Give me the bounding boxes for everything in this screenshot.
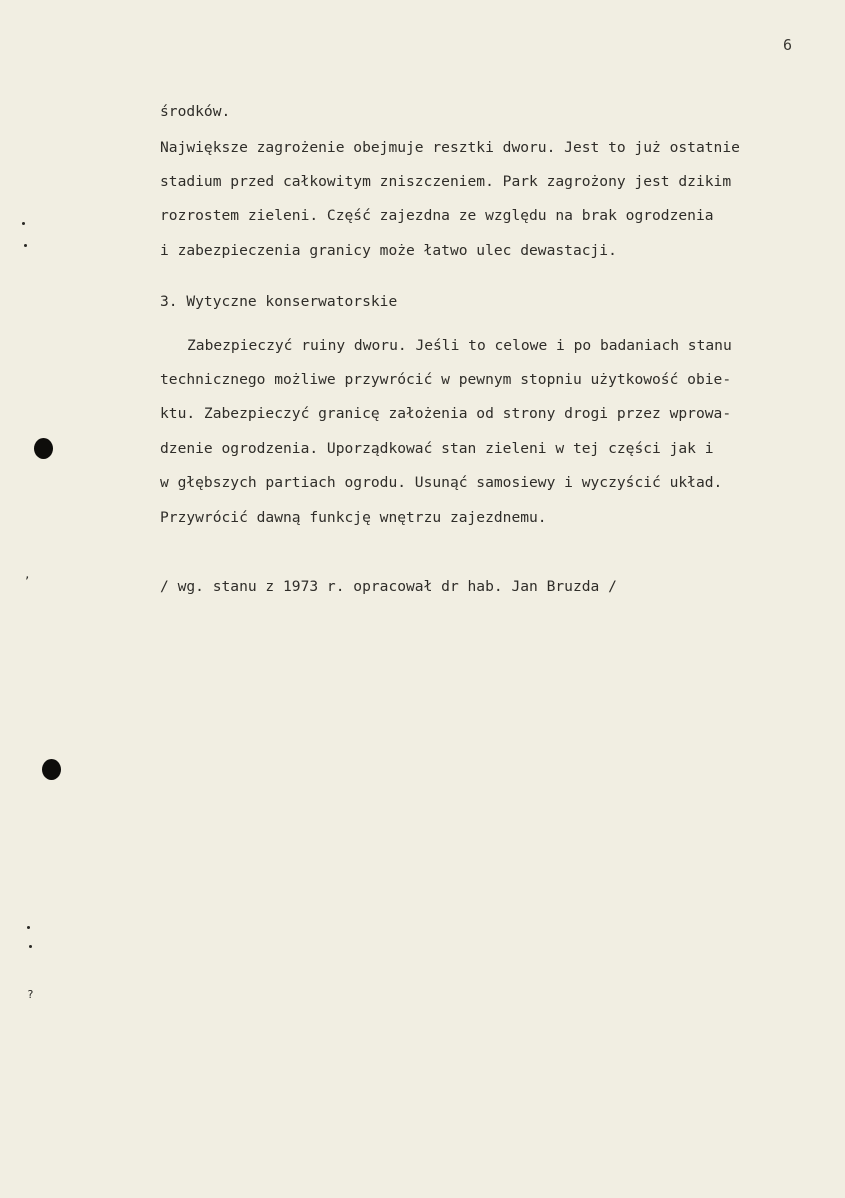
punch-hole-bottom — [42, 759, 61, 780]
section-heading: 3. Wytyczne konserwatorskie — [160, 293, 398, 310]
paragraph-1-line-4: rozrostem zieleni. Część zajezdna ze względu na brak ogrodzenia — [160, 207, 714, 224]
paragraph-2-line-2: technicznego możliwe przywrócić w pewnym stopniu użytkowość obie- — [160, 371, 732, 388]
margin-speck — [29, 945, 32, 948]
paragraph-2-line-4: dzenie ogrodzenia. Uporządkować stan zieleni w tej części jak i — [160, 440, 714, 457]
paragraph-2-line-5: w głębszych partiach ogrodu. Usunąć samosiewy i wyczyścić układ. — [160, 474, 723, 491]
margin-speck — [24, 244, 27, 247]
paragraph-2-line-3: ktu. Zabezpieczyć granicę założenia od strony drogi przez wprowa- — [160, 405, 732, 422]
margin-mark: , — [24, 568, 31, 581]
paragraph-1-line-5: i zabezpieczenia granicy może łatwo ulec dewastacji. — [160, 242, 617, 259]
paragraph-1-line-1: środków. — [160, 103, 231, 120]
paragraph-2-line-6: Przywrócić dawną funkcję wnętrzu zajezdnemu. — [160, 509, 547, 526]
margin-mark: ? — [27, 988, 34, 1001]
margin-speck — [27, 926, 30, 929]
paragraph-1-line-3: stadium przed całkowitym zniszczeniem. Park zagrożony jest dzikim — [160, 173, 732, 190]
author-note: / wg. stanu z 1973 r. opracował dr hab. Jan Bruzda / — [160, 578, 617, 595]
paragraph-1-line-2: Największe zagrożenie obejmuje resztki dworu. Jest to już ostatnie — [160, 139, 740, 156]
punch-hole-top — [34, 438, 53, 459]
page-number: 6 — [783, 36, 793, 54]
margin-speck — [22, 222, 25, 225]
paragraph-2-line-1: Zabezpieczyć ruiny dworu. Jeśli to celowe i po badaniach stanu — [187, 337, 732, 354]
